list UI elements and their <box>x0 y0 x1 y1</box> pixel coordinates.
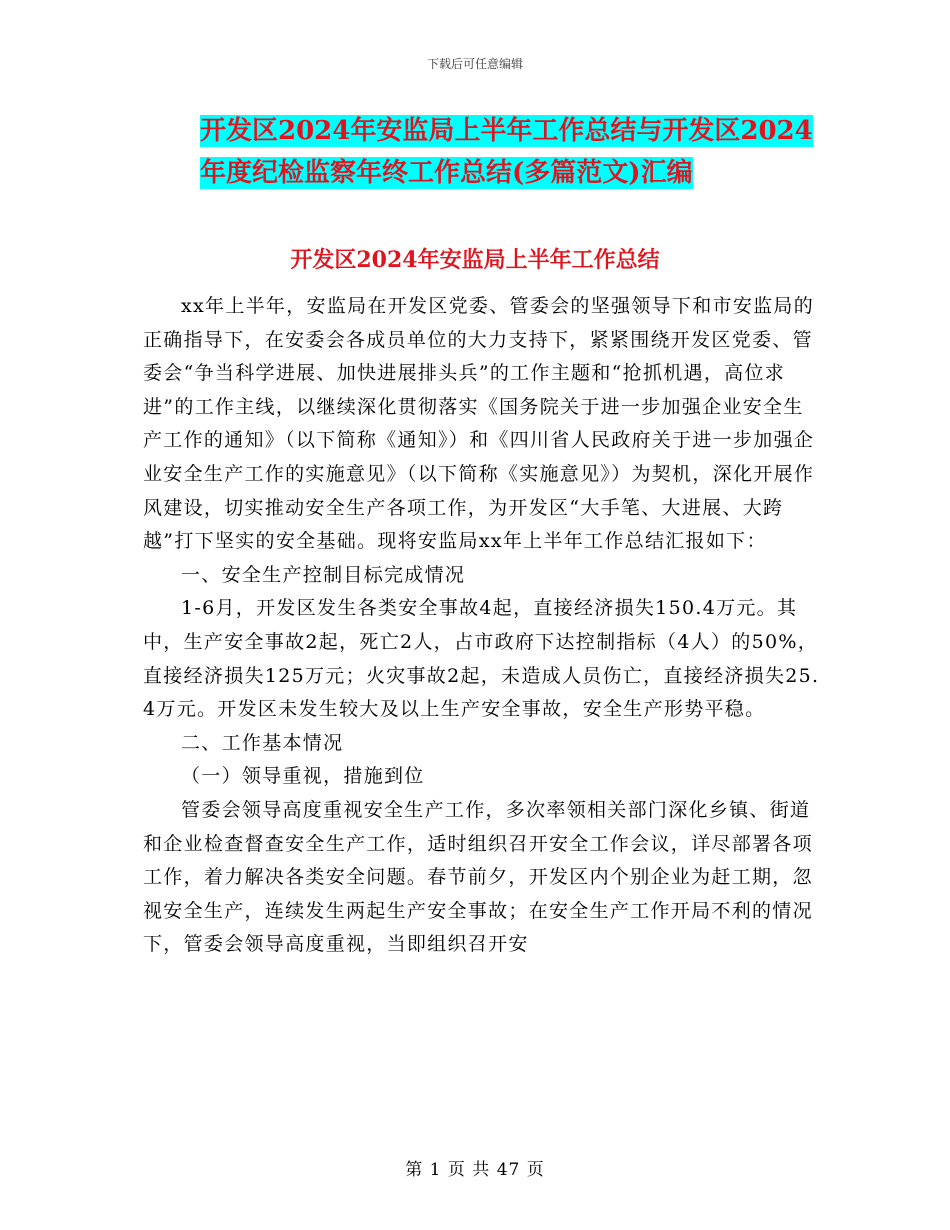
title-line-1: 开发区2024年安监局上半年工作总结与开发区2024 <box>200 116 813 146</box>
header-note: 下载后可任意编辑 <box>426 57 523 71</box>
paragraph: xx年上半年，安监局在开发区党委、管委会的坚强领导下和市安监局的正确指导下，在安委会各成员单位的大力支持下，紧紧围绕开发区党委、管委会“争当科学进展、加快进展排头兵”的工作主题和“抢抓机遇，高位求进”的工作主线，以继续深化贯彻落实《国务院关于进一步加强企业安全生产工作的通知》（以下简称《通知》）和《四川省人民政府关于进一步加强企业安全生产工作的实施意见》（以下简称《实施意见》）为契机，深化开展作风建设，切实推动安全生产各项工作，为开发区“大手笔、大进展、大跨越”打下坚实的安全基础。现将安监局xx年上半年工作总结汇报如下： <box>143 295 815 553</box>
paragraph: 管委会领导高度重视安全生产工作，多次率领相关部门深化乡镇、街道和企业检查督查安全生产工作，适时组织召开安全工作会议，详尽部署各项工作，着力解决各类安全问题。春节前夕，开发区内个别企业为赶工期，忽视安全生产，连续发生两起生产安全事故；在安全生产工作开局不利的情况下，管委会领导高度重视，当即组织召开安 <box>143 798 813 956</box>
document-body <box>143 290 823 962</box>
section-title: 开发区2024年安监局上半年工作总结 <box>290 247 660 273</box>
paragraph: 1-6月，开发区发生各类安全事故4起，直接经济损失150.4万元。其中，生产安全事故2起，死亡2人，占市政府下达控制指标（4人）的50%，直接经济损失125万元；火灾事故2起，未造成人员伤亡，直接经济损失25.4万元。开发区未发生较大及以上生产安全事故，安全生产形势平稳。 <box>143 597 820 721</box>
paragraph: （一）领导重视，措施到位 <box>181 765 425 788</box>
paragraph: 二、工作基本情况 <box>181 731 344 754</box>
paragraph: 一、安全生产控制目标完成情况 <box>181 563 466 586</box>
document-title <box>150 110 840 194</box>
title-line-2: 年度纪检监察年终工作总结(多篇范文)汇编 <box>200 158 693 188</box>
page-number: 第 1 页 共 47 页 <box>405 1160 545 1180</box>
